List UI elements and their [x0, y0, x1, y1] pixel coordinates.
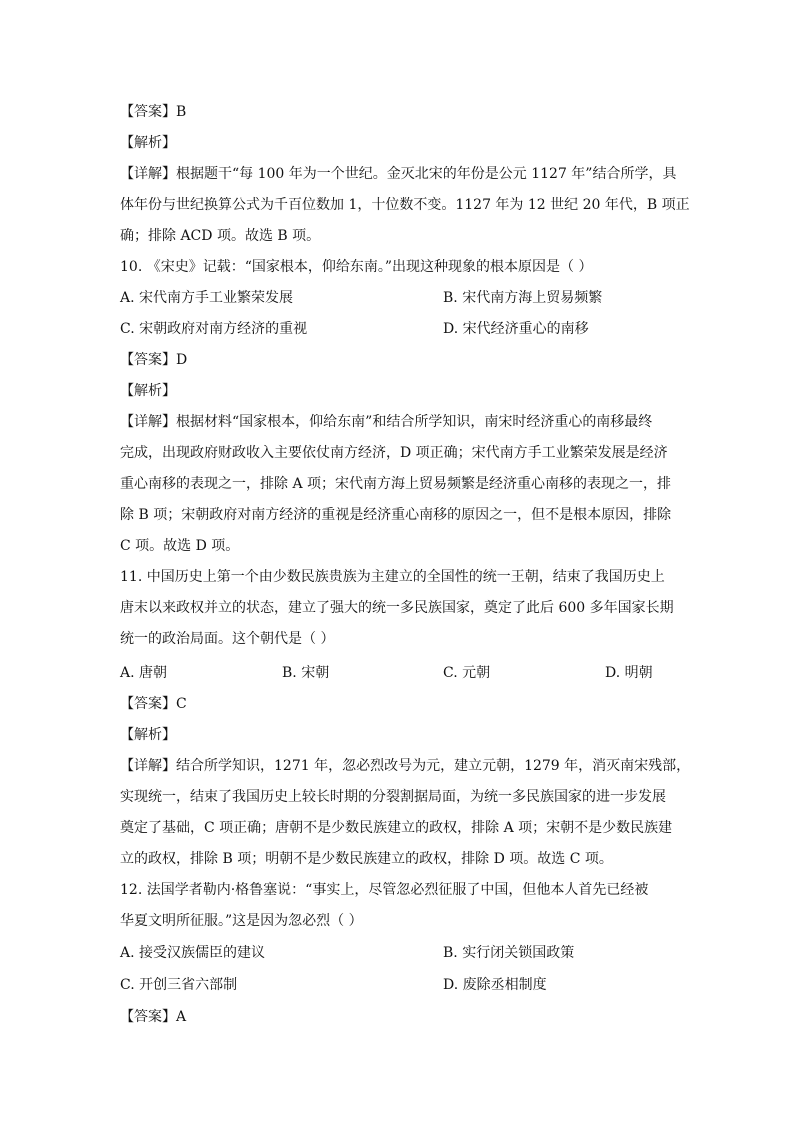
q9-detail-line: 【详解】根据题干“每 100 年为一个世纪。金灭北宋的年份是公元 1127 年”结合所学，具: [120, 166, 677, 182]
q9-answer: 【答案】B: [120, 104, 187, 120]
q11-detail-line: 奠定了基础，C 项正确；唐朝不是少数民族建立的政权，排除 A 项；宋朝不是少数民族建: [120, 820, 673, 836]
q10-analysis-heading: 【解析】: [120, 383, 176, 399]
q11-option-d: D. 明朝: [605, 665, 653, 681]
q10-detail-line: 除 B 项；宋朝政府对南方经济的重视是经济重心南移的原因之一，但不是根本原因，排除: [120, 507, 672, 523]
q10-detail-line: 完成，出现政府财政收入主要依仗南方经济，D 项正确；宋代南方手工业繁荣发展是经济: [120, 445, 668, 461]
q10-detail-line: 【详解】根据材料“国家根本，仰给东南”和结合所学知识，南宋时经济重心的南移最终: [120, 414, 653, 430]
q11-option-c: C. 元朝: [443, 665, 491, 681]
q9-detail-line: 体年份与世纪换算公式为千百位数加 1，十位数不变。1127 年为 12 世纪 20 年代，B 项正: [120, 197, 690, 213]
q12-option-b: B. 实行闭关锁国政策: [443, 945, 575, 961]
q10-detail-line: C 项。故选 D 项。: [120, 538, 240, 554]
q11-option-a: A. 唐朝: [120, 665, 168, 681]
q10-option-a: A. 宋代南方手工业繁荣发展: [120, 290, 294, 306]
q12-option-c: C. 开创三省六部制: [120, 977, 238, 993]
q11-answer: 【答案】C: [120, 696, 187, 712]
q12-question-line: 12. 法国学者勒内·格鲁塞说：“事实上，尽管忽必烈征服了中国，但他本人首先已经被: [120, 882, 649, 898]
q11-detail-line: 【详解】结合所学知识，1271 年，忽必烈改号为元，建立元朝，1279 年，消灭南宋残部，: [120, 758, 691, 774]
q11-detail-line: 实现统一，结束了我国历史上较长时期的分裂割据局面，为统一多民族国家的进一步发展: [120, 789, 666, 805]
q10-question: 10. 《宋史》记载：“国家根本，仰给东南。”出现这种现象的根本原因是（ ）: [120, 259, 593, 275]
q10-option-b: B. 宋代南方海上贸易频繁: [443, 290, 603, 306]
q9-detail-line: 确；排除 ACD 项。故选 B 项。: [120, 228, 321, 244]
q11-analysis-heading: 【解析】: [120, 727, 176, 743]
q11-question-line: 唐末以来政权并立的状态，建立了强大的统一多民族国家，奠定了此后 600 多年国家长期: [120, 600, 674, 616]
q12-question-line: 华夏文明所征服。”这是因为忽必烈（ ）: [120, 913, 363, 929]
q12-option-d: D. 废除丞相制度: [443, 977, 547, 993]
q10-answer: 【答案】D: [120, 352, 188, 368]
q10-detail-line: 重心南移的表现之一，排除 A 项；宋代南方海上贸易频繁是经济重心南移的表现之一，排: [120, 476, 672, 492]
q11-option-b: B. 宋朝: [282, 665, 330, 681]
q9-analysis-heading: 【解析】: [120, 135, 176, 151]
q12-option-a: A. 接受汉族儒臣的建议: [120, 945, 266, 961]
q11-detail-line: 立的政权，排除 B 项；明朝不是少数民族建立的政权，排除 D 项。故选 C 项。: [120, 851, 613, 867]
q12-answer: 【答案】A: [120, 1009, 187, 1025]
q11-question-line: 统一的政治局面。这个朝代是（ ）: [120, 631, 335, 647]
q10-option-d: D. 宋代经济重心的南移: [443, 321, 589, 337]
q11-question-line: 11. 中国历史上第一个由少数民族贵族为主建立的全国性的统一王朝，结束了我国历史上: [120, 569, 665, 585]
q10-option-c: C. 宋朝政府对南方经济的重视: [120, 321, 308, 337]
